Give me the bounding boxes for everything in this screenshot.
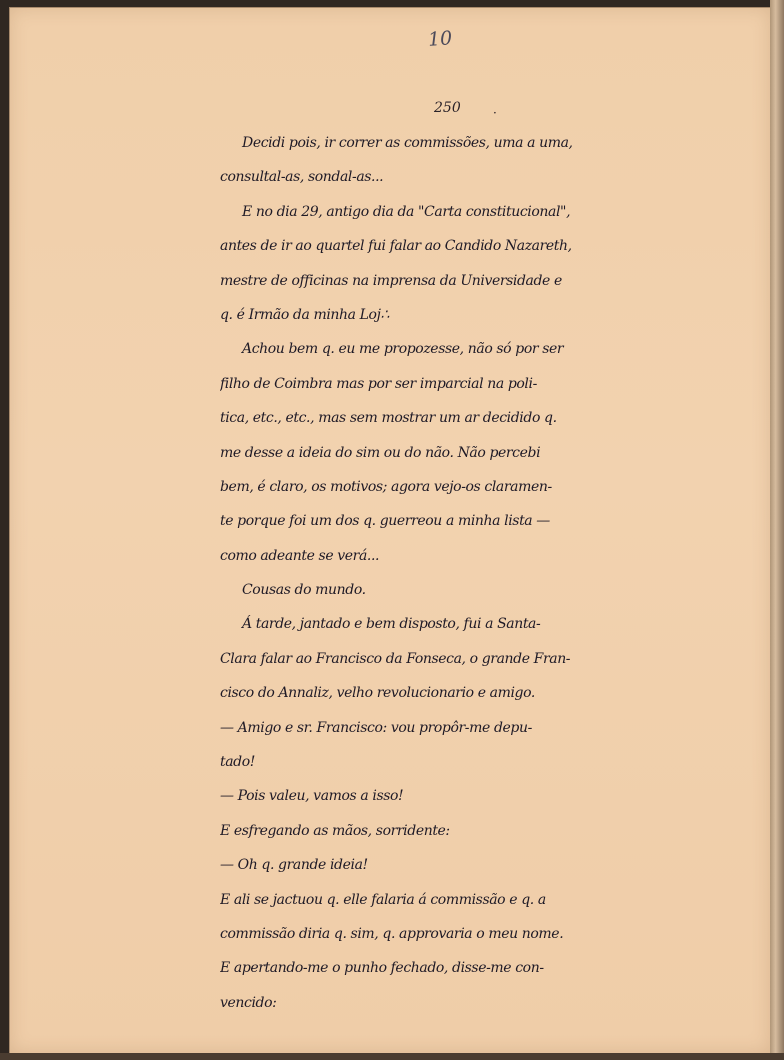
text-line: Clara falar ao Francisco da Fonseca, o grande Fran- <box>220 650 571 667</box>
text-line: antes de ir ao quartel fui falar ao Candido Nazareth, <box>220 238 572 255</box>
text-line: E no dia 29, antigo dia da "Carta constitucional", <box>242 203 571 220</box>
text-line: filho de Coimbra mas por ser imparcial na poli- <box>220 375 537 392</box>
text-line: E apertando-me o punho fechado, disse-me con- <box>220 960 544 977</box>
text-line: — Amigo e sr. Francisco: vou propôr-me depu- <box>220 719 532 736</box>
text-line: — Oh q. grande ideia! <box>220 857 368 874</box>
margin-mark: · <box>493 106 497 120</box>
text-line: consultal-as, sondal-as... <box>220 169 384 186</box>
text-line: mestre de officinas na imprensa da Universidade e <box>220 272 562 289</box>
folio-number: 10 <box>427 27 453 51</box>
next-page-edge <box>770 0 784 1060</box>
text-line: como adeante se verá... <box>220 547 380 564</box>
text-line: Achou bem q. eu me propozesse, não só por ser <box>242 341 564 358</box>
handwritten-text-block <box>220 126 690 1020</box>
text-line: bem, é claro, os motivos; agora vejo-os claramen- <box>220 478 552 495</box>
text-line: Á tarde, jantado e bem disposto, fui a Santa- <box>242 616 541 633</box>
text-line: E esfregando as mãos, sorridente: <box>220 822 450 839</box>
text-line: me desse a ideia do sim ou do não. Não percebi <box>220 444 541 461</box>
text-line: Cousas do mundo. <box>242 582 366 599</box>
text-line: q. é Irmão da minha Loj∴ <box>220 306 390 323</box>
text-line: tica, etc., etc., mas sem mostrar um ar decidido q. <box>220 410 557 427</box>
text-line: vencido: <box>220 994 277 1011</box>
manuscript-page <box>10 8 770 1053</box>
text-line: commissão diria q. sim, q. approvaria o meu nome. <box>220 925 564 942</box>
text-line: Decidi pois, ir correr as commissões, uma a uma, <box>242 135 573 151</box>
scan-bottom-edge <box>0 1053 784 1060</box>
text-line: tado! <box>220 754 255 771</box>
text-line: cisco do Annaliz, velho revolucionario e amigo. <box>220 685 535 702</box>
text-line: — Pois valeu, vamos a isso! <box>220 788 404 805</box>
page-number: 250 <box>434 100 461 116</box>
text-line: E ali se jactuou q. elle falaria á commissão e q. a <box>220 891 546 908</box>
text-line: te porque foi um dos q. guerreou a minha lista — <box>220 513 550 530</box>
